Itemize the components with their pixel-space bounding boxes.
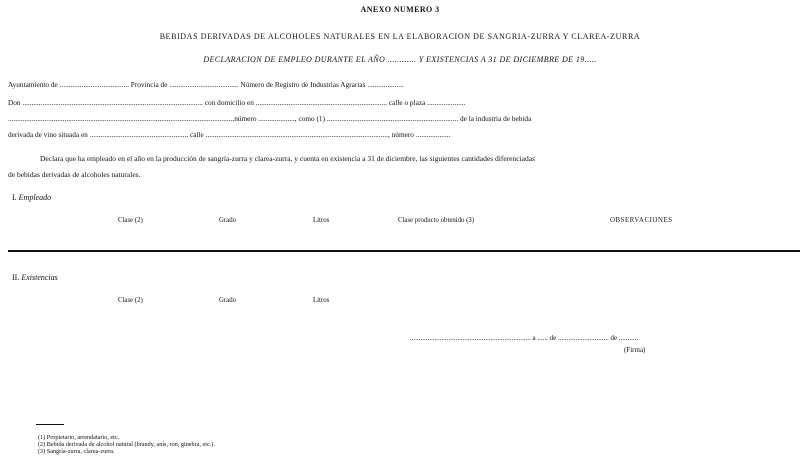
annex-title: ANEXO NUMERO 3 (360, 5, 440, 14)
section-2-number: II. (12, 273, 20, 282)
column-header-litros: Litros (313, 217, 330, 224)
signature-label: (Firma) (624, 346, 646, 354)
column-header-observaciones: OBSERVACIONES (610, 217, 673, 224)
form-line-name: Don ................................................................................................... con domicilio en ........................................................................ calle o plaza ..................... (8, 98, 466, 107)
section-2-heading (12, 273, 58, 282)
stock-column-clase: Clase (2) (118, 297, 143, 304)
section-1-number: I. (12, 193, 17, 202)
stock-column-grado: Grado (219, 297, 236, 304)
column-header-grado: Grado (219, 217, 236, 224)
footnote-2: (2) Bebida derivada de alcohol natural (brandy, anís, ron, ginebra, etc.). (38, 441, 215, 448)
declaration-heading: DECLARACION DE EMPLEO DURANTE EL AÑO ............ Y EXISTENCIAS A 31 DE DICIEMBRE DE 19..... (203, 55, 597, 64)
table-divider (8, 250, 800, 252)
declaration-paragraph-line-2: de bebidas derivadas de alcoholes naturales. (8, 170, 141, 179)
footnote-1: (1) Propietario, arrendatario, etc. (38, 434, 120, 441)
stock-column-litros: Litros (313, 297, 330, 304)
form-line-location: derivada de vino situada en ...................................................... calle ...................................................................................................., número ................... (8, 130, 451, 139)
footnote-divider (36, 424, 64, 425)
footnote-3: (3) Sangría-zurra, clarea-zurra. (38, 448, 115, 455)
section-1-heading (12, 193, 51, 202)
form-line-role: ...........................................................................................................................,número ...................., como (1) ........................................................................ de la industria de bebida (8, 114, 532, 123)
form-subtitle: BEBIDAS DERIVADAS DE ALCOHOLES NATURALES EN LA ELABORACION DE SANGRIA-ZURRA Y CLAREA-ZURRA (159, 32, 641, 41)
section-2-title: Existencias (21, 273, 58, 282)
form-line-municipality: Ayuntamiento de ...................................... Provincia de ...................................... Número de Registro de Industrias Agrarias .................... (8, 80, 404, 89)
column-header-clase-producto: Clase producto obtenido (3) (398, 217, 475, 224)
section-1-title: Empleado (18, 193, 52, 202)
column-header-clase: Clase (2) (118, 217, 143, 224)
signature-place-date: ..................................................................... a ...... de ............................. de ........... (410, 334, 639, 342)
declaration-paragraph-line-1: Declara que ha empleado en el año en la producción de sangría-zurra y clarea-zurra, y cuenta en existencia a 31 de diciembre, las siguientes cantidades diferenciadas (40, 154, 535, 163)
